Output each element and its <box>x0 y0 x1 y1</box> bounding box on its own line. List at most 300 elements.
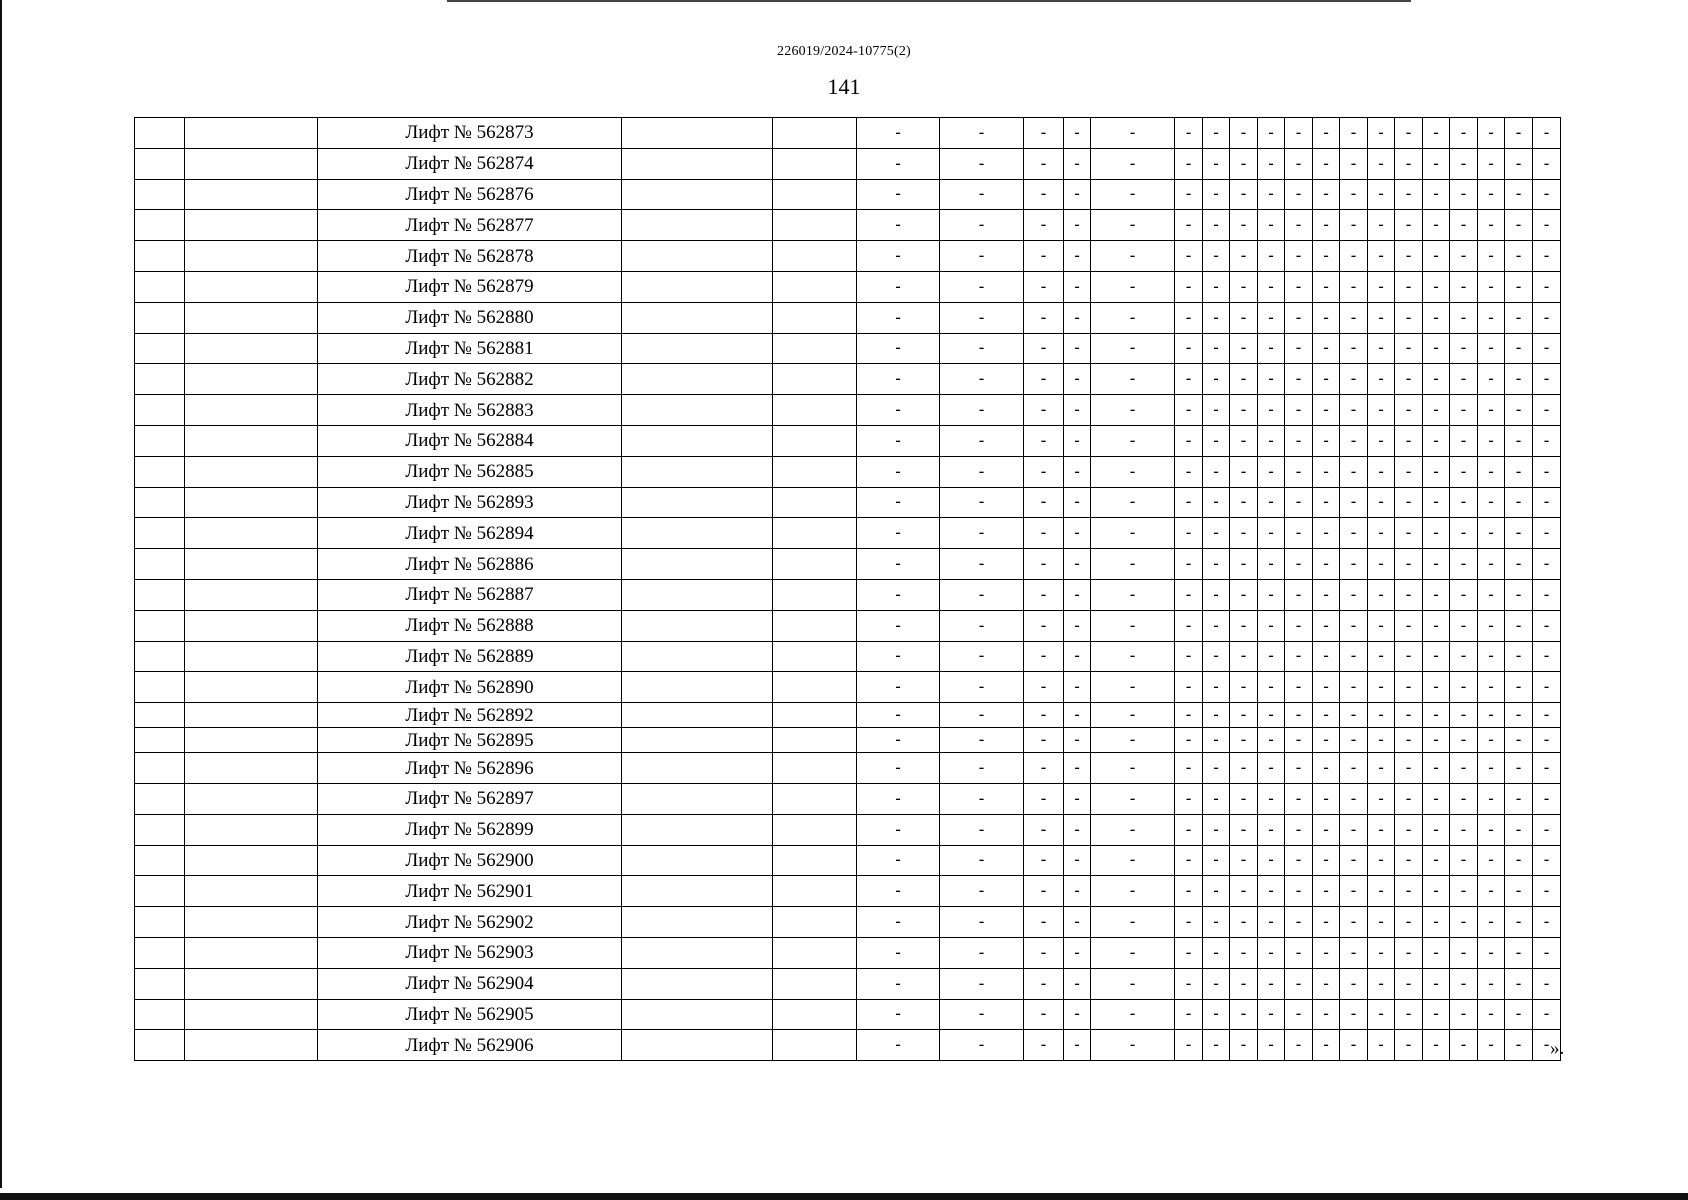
row-number-cell <box>135 549 185 580</box>
dash-cell: - <box>940 302 1024 333</box>
dash-cell: - <box>1203 937 1230 968</box>
dash-cell: - <box>1024 753 1064 784</box>
dash-cell: - <box>1395 876 1423 907</box>
dash-cell: - <box>1091 845 1175 876</box>
dash-cell: - <box>1313 302 1340 333</box>
row-number-cell <box>135 302 185 333</box>
dash-cell: - <box>1395 210 1423 241</box>
dash-cell: - <box>1203 179 1230 210</box>
dash-cell: - <box>1024 814 1064 845</box>
dash-cell: - <box>1533 210 1561 241</box>
lift-name-cell: Лифт № 562876 <box>318 179 622 210</box>
row-number-cell <box>135 814 185 845</box>
dash-cell: - <box>1064 271 1091 302</box>
info-cell <box>773 876 857 907</box>
dash-cell: - <box>1340 1030 1368 1061</box>
dash-cell: - <box>857 518 940 549</box>
lift-register-table <box>134 117 1631 1061</box>
lift-name-cell: Лифт № 562879 <box>318 271 622 302</box>
dash-cell: - <box>1450 937 1478 968</box>
dash-cell: - <box>1395 641 1423 672</box>
dash-cell: - <box>1340 118 1368 149</box>
dash-cell: - <box>940 118 1024 149</box>
dash-cell: - <box>1340 364 1368 395</box>
lift-name-cell: Лифт № 562880 <box>318 302 622 333</box>
dash-cell: - <box>857 179 940 210</box>
dash-cell: - <box>1340 579 1368 610</box>
dash-cell: - <box>1423 937 1450 968</box>
dash-cell: - <box>1175 1030 1203 1061</box>
dash-cell: - <box>1313 1030 1340 1061</box>
dash-cell: - <box>1368 179 1395 210</box>
dash-cell: - <box>1024 672 1064 703</box>
dash-cell: - <box>1203 907 1230 938</box>
scan-left-edge <box>0 0 2 1188</box>
dash-cell: - <box>1258 487 1285 518</box>
dash-cell: - <box>1064 333 1091 364</box>
dash-cell: - <box>1230 999 1258 1030</box>
row-number-cell <box>135 641 185 672</box>
dash-cell: - <box>1478 641 1505 672</box>
group-cell <box>185 549 318 580</box>
table-row <box>135 271 1631 302</box>
dash-cell: - <box>1478 302 1505 333</box>
address-cell <box>622 425 773 456</box>
dash-cell: - <box>1368 271 1395 302</box>
dash-cell: - <box>1175 425 1203 456</box>
dash-cell: - <box>1064 610 1091 641</box>
lift-name-cell: Лифт № 562874 <box>318 148 622 179</box>
dash-cell: - <box>1285 302 1313 333</box>
row-number-cell <box>135 999 185 1030</box>
table-row <box>135 728 1631 753</box>
dash-cell: - <box>1258 937 1285 968</box>
dash-cell: - <box>1478 179 1505 210</box>
dash-cell: - <box>1395 118 1423 149</box>
dash-cell: - <box>1340 425 1368 456</box>
info-cell <box>773 241 857 272</box>
table-row <box>135 610 1631 641</box>
dash-cell: - <box>1368 395 1395 426</box>
address-cell <box>622 783 773 814</box>
dash-cell: - <box>1175 579 1203 610</box>
info-cell <box>773 907 857 938</box>
dash-cell: - <box>1450 672 1478 703</box>
dash-cell: - <box>1478 148 1505 179</box>
dash-cell: - <box>1478 672 1505 703</box>
info-cell <box>773 753 857 784</box>
dash-cell: - <box>1064 148 1091 179</box>
dash-cell: - <box>857 937 940 968</box>
dash-cell: - <box>1533 333 1561 364</box>
dash-cell: - <box>1533 179 1561 210</box>
dash-cell: - <box>1423 425 1450 456</box>
dash-cell: - <box>1064 783 1091 814</box>
dash-cell: - <box>1423 907 1450 938</box>
dash-cell: - <box>1313 118 1340 149</box>
table-row <box>135 487 1631 518</box>
dash-cell: - <box>1091 302 1175 333</box>
dash-cell: - <box>1533 753 1561 784</box>
dash-cell: - <box>1024 579 1064 610</box>
dash-cell: - <box>940 1030 1024 1061</box>
dash-cell: - <box>1478 364 1505 395</box>
address-cell <box>622 148 773 179</box>
dash-cell: - <box>1533 364 1561 395</box>
dash-cell: - <box>1230 425 1258 456</box>
dash-cell: - <box>1230 395 1258 426</box>
dash-cell: - <box>1230 210 1258 241</box>
dash-cell: - <box>1064 937 1091 968</box>
dash-cell: - <box>1478 814 1505 845</box>
table-row <box>135 333 1631 364</box>
dash-cell: - <box>1285 271 1313 302</box>
group-cell <box>185 753 318 784</box>
dash-cell: - <box>1091 876 1175 907</box>
dash-cell: - <box>1450 118 1478 149</box>
dash-cell: - <box>1285 703 1313 728</box>
dash-cell: - <box>940 907 1024 938</box>
dash-cell: - <box>1285 937 1313 968</box>
dash-cell: - <box>1450 968 1478 999</box>
dash-cell: - <box>1175 549 1203 580</box>
group-cell <box>185 456 318 487</box>
dash-cell: - <box>857 703 940 728</box>
dash-cell: - <box>857 968 940 999</box>
dash-cell: - <box>1533 703 1561 728</box>
dash-cell: - <box>1313 241 1340 272</box>
table-row <box>135 907 1631 938</box>
dash-cell: - <box>1203 241 1230 272</box>
dash-cell: - <box>1395 1030 1423 1061</box>
dash-cell: - <box>1064 907 1091 938</box>
dash-cell: - <box>1395 907 1423 938</box>
group-cell <box>185 672 318 703</box>
dash-cell: - <box>1340 672 1368 703</box>
dash-cell: - <box>940 579 1024 610</box>
dash-cell: - <box>1230 937 1258 968</box>
dash-cell: - <box>1258 753 1285 784</box>
dash-cell: - <box>1285 783 1313 814</box>
dash-cell: - <box>940 395 1024 426</box>
dash-cell: - <box>1024 425 1064 456</box>
dash-cell: - <box>1368 549 1395 580</box>
dash-cell: - <box>1340 610 1368 641</box>
table-row <box>135 118 1631 149</box>
dash-cell: - <box>940 241 1024 272</box>
dash-cell: - <box>1368 999 1395 1030</box>
lift-name-cell: Лифт № 562906 <box>318 1030 622 1061</box>
dash-cell: - <box>1505 610 1533 641</box>
dash-cell: - <box>1175 118 1203 149</box>
dash-cell: - <box>1478 395 1505 426</box>
dash-cell: - <box>1395 302 1423 333</box>
dash-cell: - <box>1368 641 1395 672</box>
info-cell <box>773 610 857 641</box>
table-row <box>135 968 1631 999</box>
dash-cell: - <box>1175 271 1203 302</box>
address-cell <box>622 907 773 938</box>
dash-cell: - <box>1395 937 1423 968</box>
dash-cell: - <box>1340 728 1368 753</box>
info-cell <box>773 395 857 426</box>
dash-cell: - <box>1285 148 1313 179</box>
dash-cell: - <box>1064 425 1091 456</box>
dash-cell: - <box>1285 456 1313 487</box>
dash-cell: - <box>1091 118 1175 149</box>
dash-cell: - <box>1423 610 1450 641</box>
dash-cell: - <box>1091 968 1175 999</box>
info-cell <box>773 456 857 487</box>
dash-cell: - <box>1285 753 1313 784</box>
dash-cell: - <box>1024 333 1064 364</box>
info-cell <box>773 728 857 753</box>
dash-cell: - <box>1313 364 1340 395</box>
dash-cell: - <box>1175 845 1203 876</box>
dash-cell: - <box>1368 579 1395 610</box>
dash-cell: - <box>1175 672 1203 703</box>
dash-cell: - <box>1395 425 1423 456</box>
dash-cell: - <box>1423 999 1450 1030</box>
dash-cell: - <box>1423 579 1450 610</box>
dash-cell: - <box>1175 753 1203 784</box>
dash-cell: - <box>1203 703 1230 728</box>
dash-cell: - <box>1340 395 1368 426</box>
dash-cell: - <box>1450 395 1478 426</box>
group-cell <box>185 1030 318 1061</box>
dash-cell: - <box>1340 333 1368 364</box>
dash-cell: - <box>1175 876 1203 907</box>
dash-cell: - <box>1368 814 1395 845</box>
row-number-cell <box>135 783 185 814</box>
dash-cell: - <box>1313 333 1340 364</box>
lift-name-cell: Лифт № 562878 <box>318 241 622 272</box>
dash-cell: - <box>940 210 1024 241</box>
dash-cell: - <box>1423 1030 1450 1061</box>
dash-cell: - <box>1533 907 1561 938</box>
dash-cell: - <box>1203 876 1230 907</box>
info-cell <box>773 425 857 456</box>
dash-cell: - <box>1175 302 1203 333</box>
dash-cell: - <box>1340 937 1368 968</box>
dash-cell: - <box>1175 968 1203 999</box>
dash-cell: - <box>1230 728 1258 753</box>
dash-cell: - <box>1368 118 1395 149</box>
dash-cell: - <box>1340 302 1368 333</box>
dash-cell: - <box>1203 333 1230 364</box>
dash-cell: - <box>1091 333 1175 364</box>
scan-bottom-edge <box>0 1193 1688 1200</box>
dash-cell: - <box>1533 937 1561 968</box>
dash-cell: - <box>1064 672 1091 703</box>
dash-cell: - <box>1064 518 1091 549</box>
dash-cell: - <box>1258 968 1285 999</box>
dash-cell: - <box>1203 814 1230 845</box>
dash-cell: - <box>1091 179 1175 210</box>
dash-cell: - <box>940 518 1024 549</box>
dash-cell: - <box>1423 241 1450 272</box>
address-cell <box>622 241 773 272</box>
dash-cell: - <box>1450 845 1478 876</box>
info-cell <box>773 118 857 149</box>
dash-cell: - <box>1258 118 1285 149</box>
row-number-cell <box>135 395 185 426</box>
dash-cell: - <box>1064 302 1091 333</box>
dash-cell: - <box>1091 610 1175 641</box>
dash-cell: - <box>1423 487 1450 518</box>
dash-cell: - <box>1450 753 1478 784</box>
dash-cell: - <box>1505 1030 1533 1061</box>
table-body <box>135 118 1631 1061</box>
lift-name-cell: Лифт № 562895 <box>318 728 622 753</box>
dash-cell: - <box>1395 999 1423 1030</box>
dash-cell: - <box>1230 907 1258 938</box>
dash-cell: - <box>1175 814 1203 845</box>
table-row <box>135 179 1631 210</box>
dash-cell: - <box>1450 425 1478 456</box>
dash-cell: - <box>1368 456 1395 487</box>
dash-cell: - <box>1285 179 1313 210</box>
group-cell <box>185 425 318 456</box>
dash-cell: - <box>1064 118 1091 149</box>
dash-cell: - <box>1313 937 1340 968</box>
dash-cell: - <box>1285 518 1313 549</box>
dash-cell: - <box>1450 487 1478 518</box>
dash-cell: - <box>1064 179 1091 210</box>
dash-cell: - <box>1505 425 1533 456</box>
dash-cell: - <box>1024 179 1064 210</box>
dash-cell: - <box>1024 1030 1064 1061</box>
row-number-cell <box>135 148 185 179</box>
dash-cell: - <box>857 814 940 845</box>
dash-cell: - <box>857 271 940 302</box>
dash-cell: - <box>1064 728 1091 753</box>
table-row <box>135 518 1631 549</box>
dash-cell: - <box>857 425 940 456</box>
dash-cell: - <box>1368 728 1395 753</box>
group-cell <box>185 999 318 1030</box>
dash-cell: - <box>1175 395 1203 426</box>
dash-cell: - <box>1258 395 1285 426</box>
dash-cell: - <box>1258 1030 1285 1061</box>
dash-cell: - <box>1175 999 1203 1030</box>
dash-cell: - <box>1395 579 1423 610</box>
dash-cell: - <box>1450 783 1478 814</box>
lift-name-cell: Лифт № 562877 <box>318 210 622 241</box>
dash-cell: - <box>1230 271 1258 302</box>
dash-cell: - <box>1450 456 1478 487</box>
info-cell <box>773 179 857 210</box>
dash-cell: - <box>1258 579 1285 610</box>
dash-cell: - <box>940 148 1024 179</box>
dash-cell: - <box>1395 518 1423 549</box>
lift-name-cell: Лифт № 562889 <box>318 641 622 672</box>
dash-cell: - <box>1505 641 1533 672</box>
dash-cell: - <box>1450 1030 1478 1061</box>
address-cell <box>622 937 773 968</box>
info-cell <box>773 518 857 549</box>
dash-cell: - <box>1313 395 1340 426</box>
dash-cell: - <box>1091 999 1175 1030</box>
lift-name-cell: Лифт № 562887 <box>318 579 622 610</box>
dash-cell: - <box>1230 118 1258 149</box>
dash-cell: - <box>940 179 1024 210</box>
dash-cell: - <box>857 1030 940 1061</box>
dash-cell: - <box>1368 518 1395 549</box>
dash-cell: - <box>1175 364 1203 395</box>
group-cell <box>185 302 318 333</box>
table-row <box>135 703 1631 728</box>
table-row <box>135 753 1631 784</box>
dash-cell: - <box>1505 302 1533 333</box>
dash-cell: - <box>1505 210 1533 241</box>
dash-cell: - <box>1533 610 1561 641</box>
dash-cell: - <box>1340 518 1368 549</box>
dash-cell: - <box>940 641 1024 672</box>
dash-cell: - <box>1258 271 1285 302</box>
dash-cell: - <box>857 610 940 641</box>
dash-cell: - <box>1258 641 1285 672</box>
dash-cell: - <box>1064 703 1091 728</box>
dash-cell: - <box>1423 728 1450 753</box>
dash-cell: - <box>1258 672 1285 703</box>
dash-cell: - <box>1423 118 1450 149</box>
dash-cell: - <box>1533 876 1561 907</box>
dash-cell: - <box>1064 210 1091 241</box>
dash-cell: - <box>1285 333 1313 364</box>
dash-cell: - <box>1258 148 1285 179</box>
dash-cell: - <box>1258 518 1285 549</box>
dash-cell: - <box>1340 148 1368 179</box>
row-number-cell <box>135 907 185 938</box>
dash-cell: - <box>1533 241 1561 272</box>
dash-cell: - <box>1024 302 1064 333</box>
dash-cell: - <box>1313 487 1340 518</box>
dash-cell: - <box>1533 783 1561 814</box>
dash-cell: - <box>1091 456 1175 487</box>
row-number-cell <box>135 241 185 272</box>
dash-cell: - <box>1313 968 1340 999</box>
dash-cell: - <box>857 728 940 753</box>
dash-cell: - <box>1340 456 1368 487</box>
info-cell <box>773 703 857 728</box>
dash-cell: - <box>1064 1030 1091 1061</box>
dash-cell: - <box>1478 210 1505 241</box>
dash-cell: - <box>1340 814 1368 845</box>
dash-cell: - <box>1478 456 1505 487</box>
dash-cell: - <box>1313 456 1340 487</box>
dash-cell: - <box>1230 1030 1258 1061</box>
dash-cell: - <box>1024 395 1064 426</box>
dash-cell: - <box>1175 179 1203 210</box>
lift-name-cell: Лифт № 562888 <box>318 610 622 641</box>
dash-cell: - <box>1340 241 1368 272</box>
dash-cell: - <box>1450 364 1478 395</box>
dash-cell: - <box>1175 148 1203 179</box>
address-cell <box>622 728 773 753</box>
dash-cell: - <box>1450 210 1478 241</box>
group-cell <box>185 814 318 845</box>
info-cell <box>773 364 857 395</box>
address-cell <box>622 672 773 703</box>
dash-cell: - <box>1024 518 1064 549</box>
dash-cell: - <box>1285 728 1313 753</box>
dash-cell: - <box>1533 579 1561 610</box>
dash-cell: - <box>1505 179 1533 210</box>
dash-cell: - <box>1423 876 1450 907</box>
dash-cell: - <box>1064 753 1091 784</box>
dash-cell: - <box>857 395 940 426</box>
